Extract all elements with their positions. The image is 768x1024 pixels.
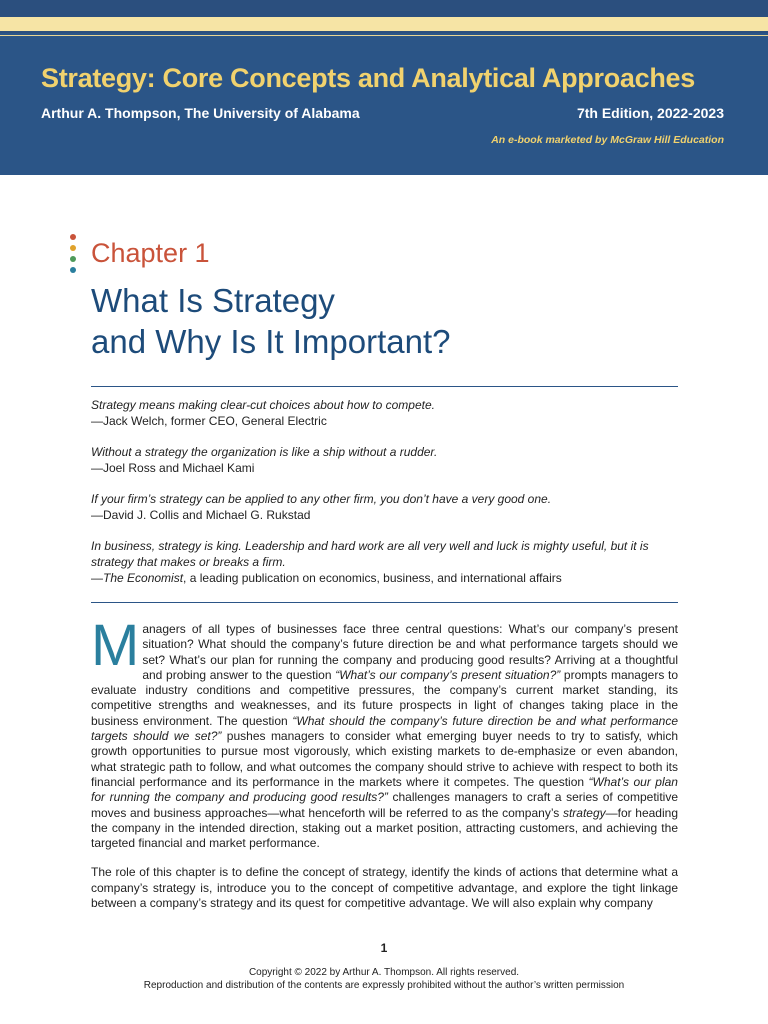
- question-3: “What’s our plan for running the company and producing good results?”: [91, 774, 678, 805]
- quote-attribution: [91, 570, 678, 586]
- attribution-dash: —: [91, 571, 103, 585]
- quote: [91, 397, 678, 429]
- copyright-notice: [0, 966, 768, 992]
- attribution-rest: , a leading publication on economics, business, and international affairs: [183, 571, 562, 585]
- book-title: Strategy: Core Concepts and Analytical Approaches: [41, 63, 695, 93]
- body-paragraph-1: [91, 613, 679, 851]
- quotes-bottom-rule: [91, 602, 678, 603]
- epigraph-quotes: [91, 397, 678, 601]
- chapter-label: Chapter 1: [91, 238, 210, 268]
- dot-orange: [70, 245, 76, 251]
- top-stripe: [0, 0, 768, 33]
- book-edition: 7th Edition, 2022-2023: [576, 105, 724, 121]
- body-paragraph-2: The role of this chapter is to define the concept of strategy, identify the kinds of actions that determine what a company’s strategy is, introduce you to the concept of competitive advantage, and explore the tight linkage between a company’s strategy and its quest for competitive advantage. We will also explain why company: [91, 865, 678, 911]
- quote: [91, 444, 678, 476]
- chapter-body: [91, 613, 679, 925]
- text-run: —for heading the company in the intended direction, staking out a market position, attracting customers, and achieving the targeted financial and market performance.: [91, 805, 678, 851]
- quote-attribution: —Joel Ross and Michael Kami: [91, 461, 255, 475]
- text-run: pushes managers to consider what emerging buyer needs to try to satisfy, which growth opportunities to pursue most vigorously, which existing markets to de-emphasize or even abandon, what strategic path to follow, and what outcomes the company should strive to achieve with respect to both its financial performance and its performance in the markets where it competes. The question: [91, 729, 678, 789]
- attribution-source: The Economist: [103, 571, 184, 585]
- top-gold-band: [0, 17, 768, 31]
- question-1: “What’s our company’s present situation?”: [335, 667, 561, 682]
- dot-green: [70, 256, 76, 262]
- book-header: [0, 33, 768, 175]
- chapter-title: [91, 280, 451, 362]
- copyright-line-1: Copyright © 2022 by Arthur A. Thompson. All rights reserved.: [248, 967, 520, 978]
- text-run: challenges managers to craft a series of competitive moves and business approaches—what henceforth will be referred to as the company’s: [91, 790, 679, 820]
- strategy-term: strategy: [562, 805, 606, 820]
- quote: [91, 491, 678, 523]
- header-rule: [0, 35, 768, 36]
- quote: [91, 538, 678, 586]
- drop-cap: M: [91, 613, 140, 678]
- dot-blue: [70, 267, 76, 273]
- quote-text: If your firm’s strategy can be applied to any other firm, you don’t have a very good one.: [91, 492, 552, 506]
- text-run: prompts managers to evaluate industry conditions and competitive pressures, the company’s current market standing, its competitive strengths and weaknesses, and its future prospects in light of changes taking place in the business environment. The question: [91, 667, 678, 728]
- copyright-line-2: Reproduction and distribution of the contents are expressly prohibited without the author’s written permission: [143, 980, 625, 991]
- question-2: “What should the company’s future direction be and what performance targets should we set?”: [91, 713, 678, 744]
- quote-attribution: —Jack Welch, former CEO, General Electric: [91, 414, 327, 428]
- chapter-title-line-2: and Why Is It Important?: [91, 323, 451, 360]
- quote-text: Strategy means making clear-cut choices about how to compete.: [91, 398, 435, 412]
- quote-attribution: —David J. Collis and Michael G. Rukstad: [91, 508, 311, 522]
- text-run: anagers of all types of businesses face three central questions: What’s our company’s present situation? What should the company’s future direction be and what performance targets should we set? What’s our plan for running the company and producing good results? Arriving at a thoughtful and probing answer to the question: [142, 622, 678, 682]
- book-author: Arthur A. Thompson, The University of Alabama: [41, 105, 360, 121]
- dot-red: [70, 234, 76, 240]
- ebook-note: An e-book marketed by McGraw Hill Education: [491, 134, 724, 146]
- quote-text: Without a strategy the organization is like a ship without a rudder.: [91, 445, 438, 459]
- page-number: 1: [380, 941, 388, 955]
- quotes-top-rule: [91, 386, 678, 387]
- chapter-dots-icon: [70, 234, 76, 278]
- quote-text: In business, strategy is king. Leadership and hard work are all very well and luck is mighty useful, but it is strategy that makes or breaks a firm.: [91, 539, 649, 569]
- chapter-title-line-1: What Is Strategy: [91, 282, 335, 319]
